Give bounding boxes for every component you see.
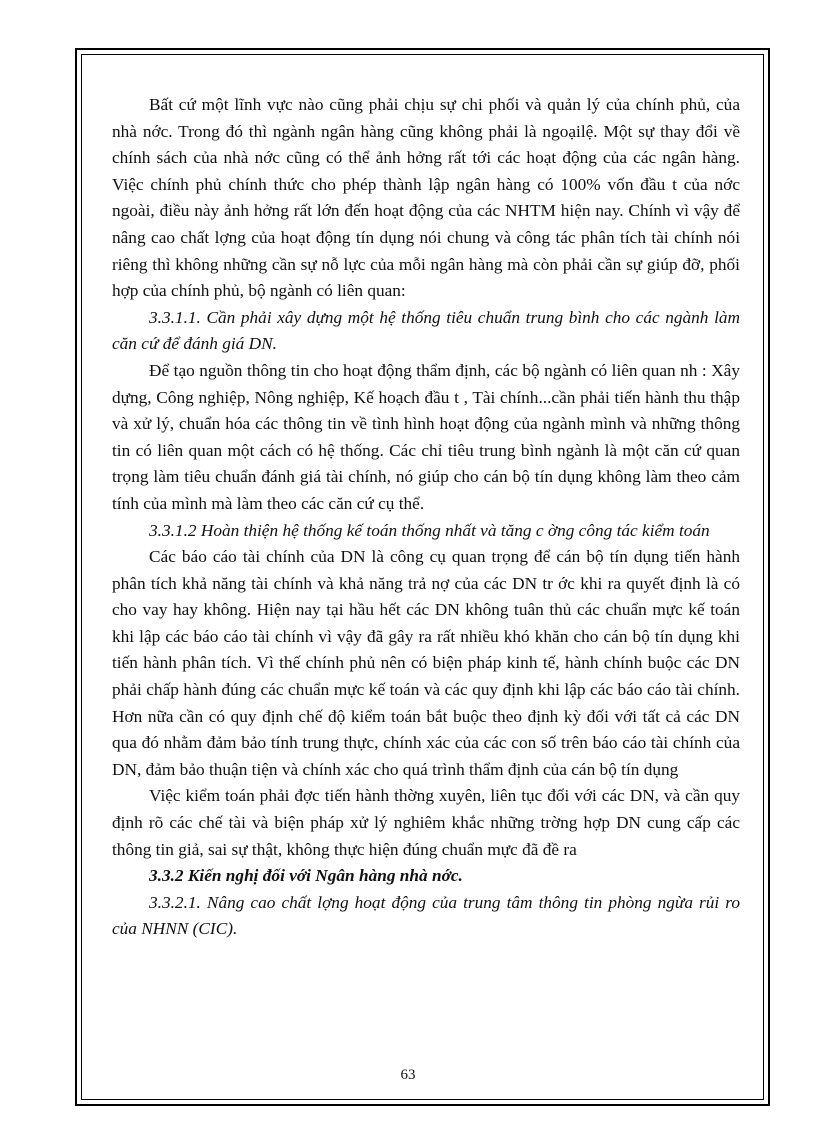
intro-paragraph: Bất cứ một lĩnh vực nào cũng phải chịu sự chi phối và quản lý của chính phủ, của nhà nớc. Trong đó thì ngành ngân hàng cũng không phải là ngoạilệ. Một sự thay đổi về chính sách của nhà nớc cũng có thể ảnh hởng rất tới các hoạt động của các ngân hàng. Việc chính phủ chính thức cho phép thành lập ngân hàng có 100% vốn đầu t của nớc ngoài, điều này ảnh hởng rất lớn đến hoạt động của các NHTM hiện nay. Chính vì vậy để nâng cao chất lợng của hoạt động tín dụng nói chung và công tác phân tích tài chính nói riêng thì không những cần sự nỗ lực của mỗi ngân hàng mà còn phải cần sự giúp đỡ, phối hợp của chính phủ, bộ ngành có liên quan: <box>112 95 740 301</box>
section-heading-3-3-1-2: 3.3.1.2 Hoàn thiện hệ thống kế toán thống nhất và tăng c ờng công tác kiểm toán <box>149 520 710 540</box>
section-heading-3-3-2-1: 3.3.2.1. Nâng cao chất lợng hoạt động của trung tâm thông tin phòng ngừa rủi ro của NHNN (CIC). <box>112 892 740 939</box>
section-heading-3-3-2: 3.3.2 Kiến nghị đối với Ngân hàng nhà nớc. <box>149 866 463 886</box>
page-number: 63 <box>400 1067 416 1083</box>
body-paragraph: Các báo cáo tài chính của DN là công cụ quan trọng để cán bộ tín dụng tiến hành phân tích khả năng tài chính và khả năng trả nợ của các DN tr ớc khi ra quyết định là có cho vay hay không. Hiện nay tại hầu hết các DN không tuân thủ các chuẩn mực kế toán khi lập các báo cáo tài chính vì vậy đã gây ra rất nhiều khó khăn cho cán bộ tín dụng khi tiến hành phân tích. Vì thế chính phủ nên có biện pháp kinh tế, hành chính buộc các DN phải chấp hành đúng các chuẩn mực kế toán và các quy định khi lập các báo cáo tài chính. Hơn nữa cần có quy định chế độ kiểm toán bắt buộc theo định kỳ đối với tất cả các DN qua đó nhằm đảm bảo tính trung thực, chính xác của các con số trên báo cáo tài chính của DN, đảm bảo thuận tiện và chính xác cho quá trình thẩm định của cán bộ tín dụng <box>112 547 740 779</box>
body-paragraph: Việc kiểm toán phải đợc tiến hành thờng xuyên, liên tục đối với các DN, và cần quy định rõ các chế tài và biện pháp xử lý nghiêm khắc những trờng hợp DN cung cấp các thông tin giả, sai sự thật, không thực hiện đúng chuẩn mực đã đề ra <box>112 786 740 859</box>
section-heading-3-3-1-1: 3.3.1.1. Cần phải xây dựng một hệ thống tiêu chuẩn trung bình cho các ngành làm căn cứ để đánh giá DN. <box>112 307 740 354</box>
body-paragraph: Để tạo nguồn thông tin cho hoạt động thẩm định, các bộ ngành có liên quan nh : Xây dựng, Công nghiệp, Nông nghiệp, Kế hoạch đầu t , Tài chính...cần phải tiến hành thu thập và xử lý, chuẩn hóa các thông tin về tình hình hoạt động của ngành mình và những thông tin có liên quan một cách có hệ thống. Các chỉ tiêu trung bình ngành là một căn cứ quan trọng làm tiêu chuẩn đánh giá tài chính, nó giúp cho cán bộ tín dụng không làm theo cảm tính của mình mà làm theo các căn cứ cụ thể. <box>112 360 740 513</box>
document-body <box>112 92 740 943</box>
